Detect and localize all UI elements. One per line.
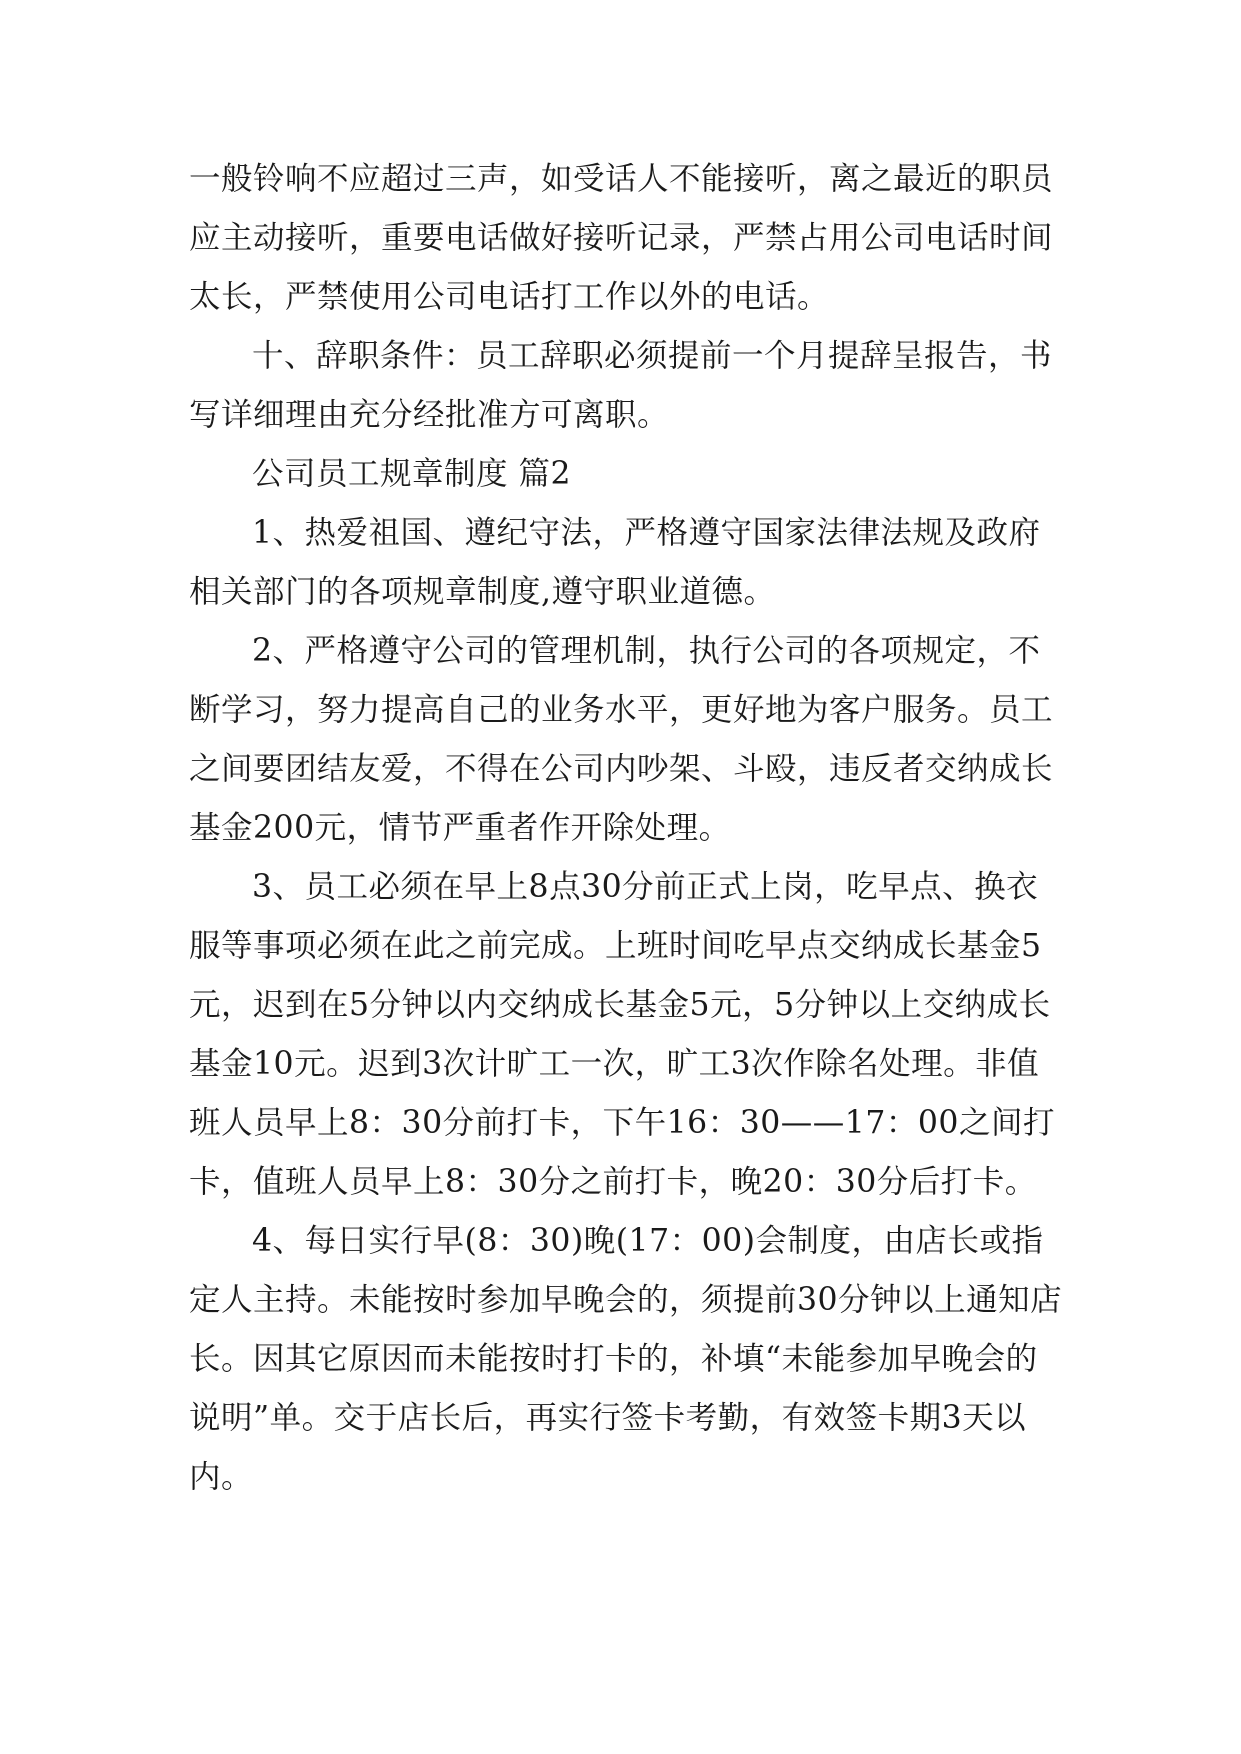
paragraph-rule-4: 4、每日实行早(8：30)晚(17：00)会制度，由店长或指定人主持。未能按时参加早晚会的，须提前30分钟以上通知店长。因其它原因而未能按时打卡的，补填“未能参加早晚会的说明”单。交于店长后，再实行签卡考勤，有效签卡期3天以内。: [189, 1223, 1063, 1495]
paragraph-phone-rules-continued: 一般铃响不应超过三声，如受话人不能接听，离之最近的职员应主动接听，重要电话做好接听记录，严禁占用公司电话时间太长，严禁使用公司电话打工作以外的电话。: [189, 161, 1054, 315]
paragraph-rule-3: 3、员工必须在早上8点30分前正式上岗，吃早点、换衣服等事项必须在此之前完成。上班时间吃早点交纳成长基金5元，迟到在5分钟以内交纳成长基金5元，5分钟以上交纳成长基金10元。迟到3次计旷工一次，旷工3次作除名处理。非值班人员早上8：30分前打卡，下午16：30——17：00之间打卡，值班人员早上8：30分之前打卡，晚20：30分后打卡。: [189, 869, 1055, 1200]
paragraph-rule-1: 1、热爱祖国、遵纪守法，严格遵守国家法律法规及政府相关部门的各项规章制度,遵守职业道德。: [189, 515, 1041, 610]
paragraph-rule-2: 2、严格遵守公司的管理机制，执行公司的各项规定，不断学习，努力提高自己的业务水平，更好地为客户服务。员工之间要团结友爱，不得在公司内吵架、斗殴，违反者交纳成长基金200元，情节严重者作开除处理。: [189, 633, 1054, 846]
section-heading: 公司员工规章制度 篇2: [252, 456, 572, 492]
paragraph-resignation: 十、辞职条件：员工辞职必须提前一个月提辞呈报告，书写详细理由充分经批准方可离职。: [189, 338, 1053, 433]
document-body: [189, 150, 1069, 1507]
